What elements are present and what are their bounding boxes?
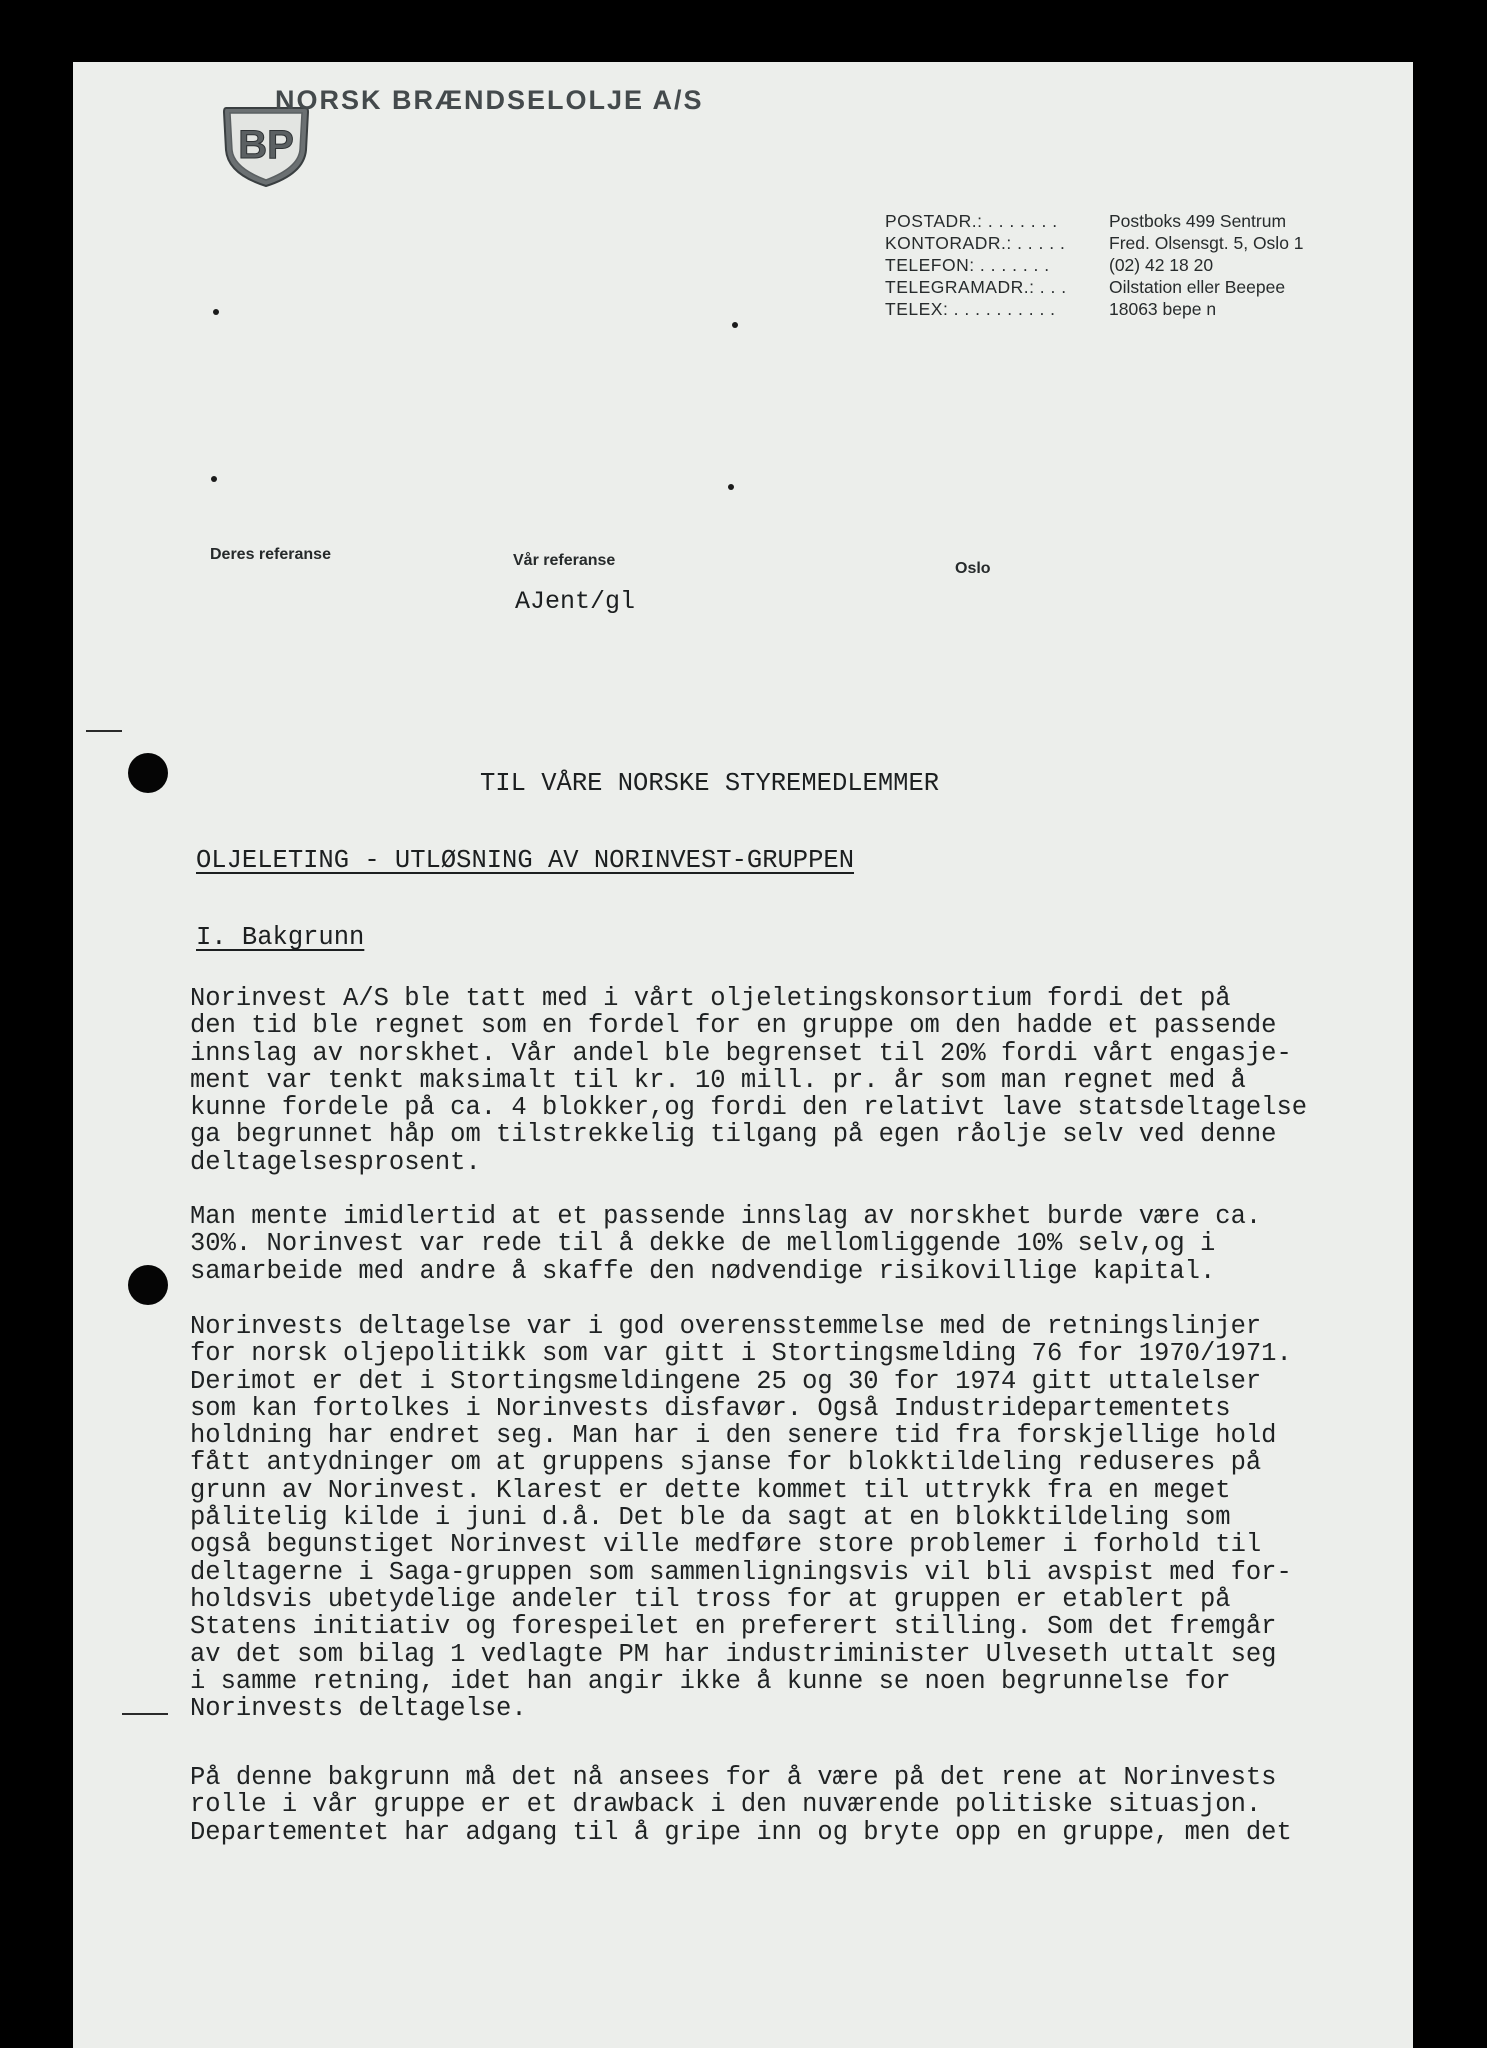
company-name (275, 85, 704, 116)
contact-value: Postboks 499 Sentrum (1109, 211, 1287, 231)
text-line: 30%. Norinvest var rede til å dekke de mellomliggende 10% selv,og i (190, 1229, 1216, 1259)
contact-row (885, 210, 1304, 232)
text-line: holdning har endret seg. Man har i den senere tid fra forskjellige hold (190, 1421, 1277, 1451)
contact-row (885, 298, 1304, 320)
margin-tick (86, 730, 122, 732)
text-line: Man mente imidlertid at et passende innslag av norskhet burde være ca. (190, 1202, 1262, 1231)
punch-hole-bottom (128, 1265, 168, 1305)
bp-logo-text: BP (238, 123, 294, 167)
text-line: kunne fordele på ca. 4 blokker,og fordi den relativt lave statsdeltagelse (190, 1093, 1308, 1123)
margin-tick (122, 1713, 168, 1715)
paragraph (190, 1764, 1292, 1846)
text-line: deltagerne i Saga-gruppen som sammenligningsvis vil bli avspist med for- (190, 1557, 1292, 1587)
text-line: fått antydninger om at gruppens sjanse for blokktildeling reduseres på (190, 1448, 1262, 1478)
recipient-heading: TIL VÅRE NORSKE STYREMEDLEMMER (480, 769, 940, 798)
text-line: Norinvests deltagelse. (190, 1694, 527, 1724)
contact-row (885, 254, 1304, 276)
contact-value: Fred. Olsensgt. 5, Oslo 1 (1109, 233, 1304, 253)
paragraph (190, 1203, 1261, 1285)
stray-mark (732, 322, 738, 328)
stray-mark (728, 484, 734, 490)
text-line: innslag av norskhet. Vår andel ble begrenset til 20% fordi vårt engasje- (190, 1038, 1292, 1068)
text-line: Norinvest A/S ble tatt med i vårt oljeletingskonsortium fordi det på (190, 984, 1231, 1013)
company-name-text: NORSK BRÆNDSELOLJE A/S (275, 85, 704, 115)
paragraph (190, 1313, 1292, 1722)
text-line: På denne bakgrunn må det nå ansees for å være på det rene at Norinvests (190, 1763, 1277, 1792)
text-line: Norinvests deltagelse var i god overensstemmelse med de retningslinjer (190, 1312, 1262, 1341)
text-line: ga begrunnet håp om tilstrekkelig tilgang på egen råolje selv ved denne (190, 1120, 1277, 1150)
text-line: i samme retning, idet han angir ikke å kunne se noen begrunnelse for (190, 1666, 1231, 1696)
text-line: rolle i vår gruppe er et drawback i den nuværende politiske situasjon. (190, 1790, 1262, 1820)
stray-mark (213, 309, 219, 315)
contact-value: Oilstation eller Beepee (1109, 277, 1286, 297)
contact-value: 18063 bepe n (1109, 299, 1217, 319)
subject-heading: OLJELETING - UTLØSNING AV NORINVEST-GRUPPEN (196, 846, 855, 875)
text-line: ment var tenkt maksimalt til kr. 10 mill. pr. år som man regnet med å (190, 1065, 1246, 1095)
text-line: grunn av Norinvest. Klarest er dette kommet til uttrykk fra en meget (190, 1475, 1231, 1505)
text-line: Departementet har adgang til å gripe inn og bryte opp en gruppe, men det (190, 1817, 1292, 1847)
text-line: holdsvis ubetydelige andeler til tross for at gruppen er etablert på (190, 1584, 1231, 1614)
text-line: pålitelig kilde i juni d.å. Det ble da sagt at en blokktildeling som (190, 1503, 1231, 1533)
contact-label: POSTADR.: . . . . . . . (885, 211, 1058, 231)
text-line: som kan fortolkes i Norinvests disfavør. Også Industridepartementets (190, 1393, 1231, 1423)
text-line: også begunstiget Norinvest ville medføre store problemer i forhold til (190, 1530, 1262, 1560)
punch-hole-top (128, 753, 168, 793)
text-line: for norsk oljepolitikk som var gitt i Stortingsmelding 76 for 1970/1971. (190, 1339, 1292, 1369)
section-title: I. Bakgrunn (196, 923, 365, 952)
bp-shield-logo (220, 104, 312, 188)
text-line: samarbeide med andre å skaffe den nødvendige risikovillige kapital. (190, 1256, 1216, 1286)
contact-label: TELEX: . . . . . . . . . . (885, 299, 1056, 319)
text-line: Statens initiativ og forespeilet en preferert stilling. Som det fremgår (190, 1612, 1277, 1642)
stray-mark (211, 476, 217, 482)
var-referanse-value: AJent/gl (515, 587, 636, 616)
text-line: den tid ble regnet som en fordel for en gruppe om den hadde et passende (190, 1011, 1277, 1041)
text-line: Derimot er det i Stortingsmeldingene 25 og 30 for 1974 gitt uttalelser (190, 1366, 1262, 1396)
contact-label: TELEFON: . . . . . . . (885, 255, 1050, 275)
contact-row (885, 276, 1304, 298)
contact-value: (02) 42 18 20 (1109, 255, 1214, 275)
var-referanse-label: Vår referanse (513, 552, 616, 569)
paragraph (190, 985, 1307, 1176)
contact-row (885, 232, 1304, 254)
text-line: deltagelsesprosent. (190, 1147, 481, 1177)
contact-label: KONTORADR.: . . . . . (885, 233, 1066, 253)
contact-block (885, 210, 1304, 320)
place-label: Oslo (955, 560, 991, 577)
contact-label: TELEGRAMADR.: . . . (885, 277, 1067, 297)
text-line: av det som bilag 1 vedlagte PM har industriminister Ulveseth uttalt seg (190, 1639, 1277, 1669)
deres-referanse-label: Deres referanse (210, 546, 331, 563)
